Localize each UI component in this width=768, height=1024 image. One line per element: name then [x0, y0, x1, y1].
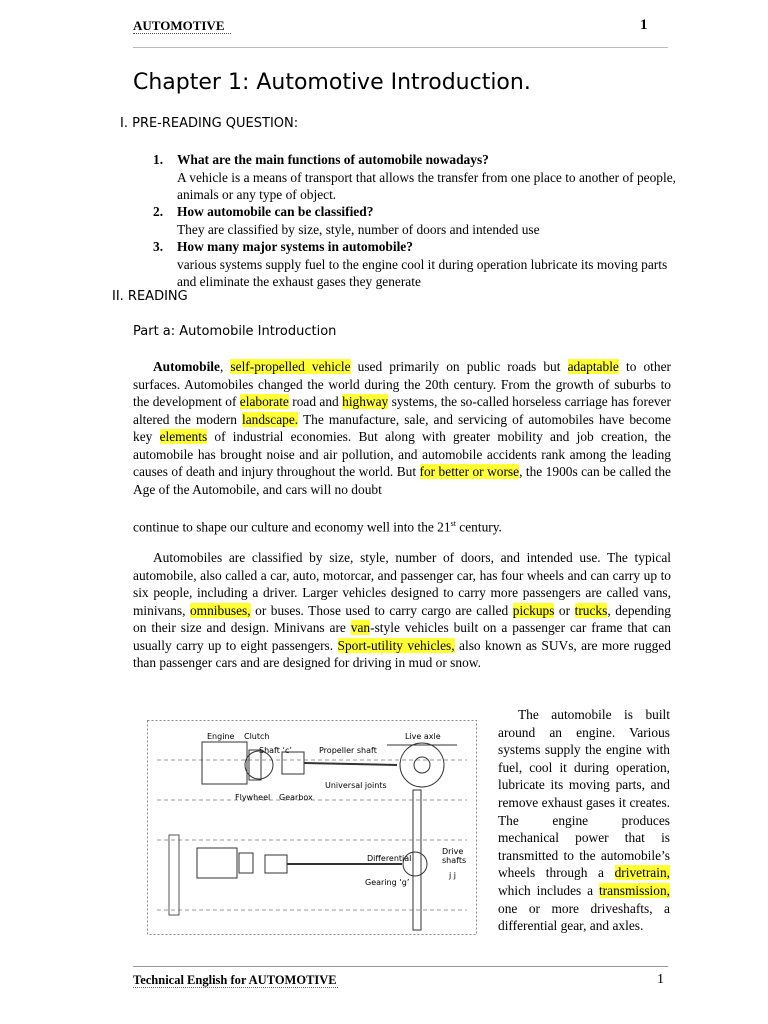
text-run: also known as SUVs, are more rugged than passenger cars and are designed for driving in mud or snow.: [133, 637, 671, 670]
paragraph-engine: [498, 706, 670, 935]
text-run: to other surfaces. Automobiles changed the world during the 20th century. From the growth of suburbs to the development of: [133, 359, 671, 409]
text-run: of industrial economies. But along with greater mobility and job creation, the automobile has brought noise and air pollution, and automobile accidents rank among the leading causes of death and injury throughout the world. But: [133, 429, 671, 479]
highlight: landscape.: [242, 411, 299, 427]
label-engine: Engine: [207, 732, 235, 741]
highlight: transmission,: [598, 882, 670, 898]
label-drive: Drive: [442, 847, 464, 856]
text-run: or buses. Those used to carry cargo are called: [250, 602, 513, 618]
question-text: How automobile can be classified?: [177, 204, 374, 219]
highlight: Sport-utility vehicles,: [337, 637, 455, 653]
highlight: pickups: [512, 602, 555, 618]
text-run: century.: [455, 519, 502, 535]
term-automobile: Automobile: [153, 359, 220, 374]
answer-text: They are classified by size, style, number of doors and intended use: [177, 221, 540, 237]
text-run: road and: [288, 394, 343, 409]
answer-text: A vehicle is a means of transport that allows the transfer from one place to another of people, animals or any type of object.: [177, 169, 677, 202]
text-run: one or more driveshafts, a differential gear, and axles.: [498, 900, 670, 934]
highlight: van: [350, 620, 371, 635]
running-header: AUTOMOTIVE: [133, 18, 225, 33]
answer-text: various systems supply fuel to the engine cool it during operation lubricate its moving parts and eliminate the exhaust gases they generate: [177, 256, 668, 289]
footer-title: Technical English for AUTOMOTIVE: [133, 973, 337, 987]
text-run: , the 1900s can be called the Age of the Automobile, and cars will no doubt: [133, 464, 671, 497]
question-number: 2.: [153, 204, 164, 219]
highlight: omnibuses,: [189, 602, 251, 618]
text-run: or: [554, 602, 575, 618]
highlight: for better or worse: [419, 464, 520, 479]
text-run: which includes a: [498, 882, 599, 898]
part-heading: Part a: Automobile Introduction: [133, 324, 337, 339]
label-gearbox: Gearbox: [279, 793, 313, 802]
label-gearing-g: Gearing ‘g’: [365, 878, 410, 887]
highlight: trucks: [574, 602, 608, 618]
header-rule: [133, 47, 668, 48]
section-reading: II. READING: [112, 289, 188, 304]
chapter-title: Chapter 1: Automotive Introduction.: [133, 70, 531, 95]
section-pre-reading: I. PRE-READING QUESTION:: [120, 116, 299, 131]
text-run: systems, the so-called horseless carriage has forever altered the modern: [133, 394, 671, 427]
question-number: 3.: [153, 239, 164, 254]
footer-page-number: 1: [657, 972, 664, 987]
highlight: elaborate: [239, 394, 289, 409]
text-run: The automobile is built around an engine. Various systems supply the engine with fuel, cool it during operation, lubricate its moving parts, and remove exhaust gases it creates. The engine produces mechanical power that is transmitted to the automobile’s wheels through a: [498, 707, 670, 881]
highlight: self-propelled vehicle: [230, 359, 351, 374]
text-run: -style vehicles built on a passenger car frame that can usually carry up to eight passengers.: [133, 620, 671, 653]
text-run: used primarily on public roads but: [350, 359, 568, 374]
label-live-axle: Live axle: [405, 732, 441, 741]
label-propeller-shaft: Propeller shaft: [319, 746, 377, 755]
highlight: adaptable: [567, 359, 619, 374]
text-run: continue to shape our culture and economy well into the 21: [133, 519, 451, 535]
label-clutch: Clutch: [244, 732, 270, 741]
header-underline: [133, 33, 231, 37]
label-flywheel: Flywheel: [235, 793, 271, 802]
paragraph-classification: [133, 549, 671, 672]
paragraph-automobile: [133, 358, 671, 498]
label-shafts: shafts: [442, 856, 467, 865]
text-run: ,: [219, 359, 231, 374]
footer-underline: [133, 987, 338, 988]
footer-rule: [133, 966, 668, 967]
label-universal-joints: Universal joints: [325, 781, 387, 790]
text-run: , depending on their size and design. Minivans are: [133, 602, 671, 635]
text-run: Automobiles are classified by size, style, number of doors, and intended use. The typical automobile, also called a car, auto, motorcar, and passenger car, has four wheels and can carry up to six people, including a driver. Larger vehicles designed to carry more passengers are called vans, minivans,: [133, 550, 671, 618]
highlight: highway: [342, 394, 389, 409]
paragraph-automobile-end: [133, 515, 671, 536]
question-text: How many major systems in automobile?: [177, 239, 413, 254]
highlight: drivetrain,: [614, 865, 670, 881]
drivetrain-diagram: [147, 720, 477, 935]
header-page-number: 1: [640, 17, 648, 33]
question-text: What are the main functions of automobile nowadays?: [177, 152, 489, 167]
label-jj: j j: [449, 871, 456, 880]
text-run: The manufacture, sale, and servicing of automobiles have become key: [133, 411, 672, 444]
superscript: st: [450, 519, 456, 528]
question-number: 1.: [153, 152, 164, 167]
label-shaft-c: Shaft ‘c’: [259, 746, 292, 755]
highlight: elements: [159, 429, 208, 444]
label-differential: Differential: [367, 854, 412, 863]
